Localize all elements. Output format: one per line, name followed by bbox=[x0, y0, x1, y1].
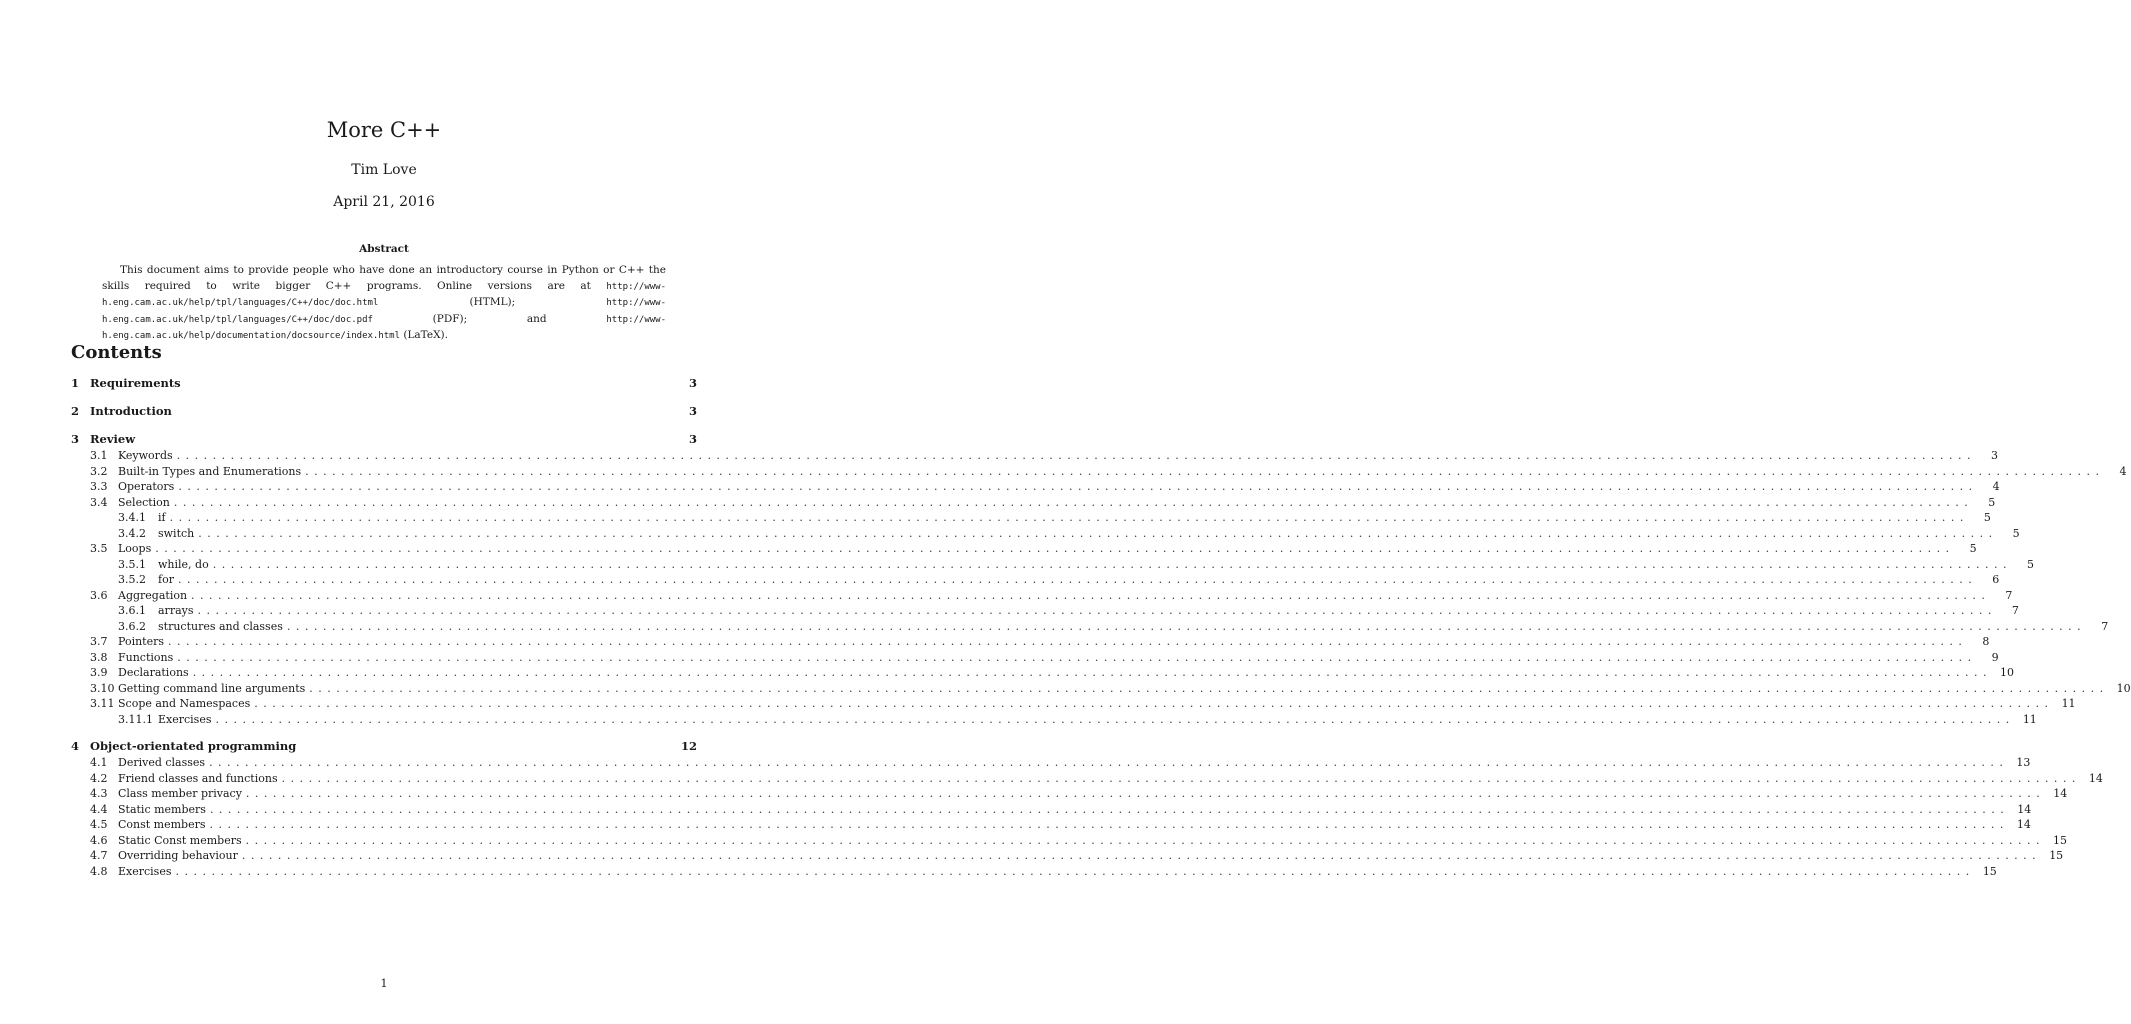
toc-entry-number: 3.6.2 bbox=[118, 619, 146, 633]
toc-entry-title: Loops bbox=[118, 542, 152, 555]
toc-section[interactable] bbox=[71, 404, 697, 419]
toc-section[interactable] bbox=[71, 432, 697, 447]
toc-entry-number: 4.8 bbox=[90, 864, 108, 878]
toc-entry-title: Getting command line arguments bbox=[118, 681, 306, 695]
toc-entry-number: 3.5 bbox=[90, 542, 108, 555]
toc-entry[interactable] bbox=[71, 864, 1997, 879]
toc-entry-page: 14 bbox=[2016, 818, 2031, 831]
toc-entry-title: Static Const members bbox=[118, 833, 242, 847]
toc-entry-title: Introduction bbox=[90, 404, 172, 418]
toc-dot-leader: ........................................................................................................................................................................................................ bbox=[254, 697, 2054, 710]
toc-entry-title: Selection bbox=[118, 495, 170, 509]
page-number: 1 bbox=[380, 977, 388, 990]
toc-dot-leader: ........................................................................................................................................................................................................ bbox=[286, 619, 2087, 633]
toc-entry-title: Review bbox=[90, 432, 136, 446]
toc-entry-page: 4 bbox=[1992, 480, 2000, 493]
toc-entry-title: Built-in Types and Enumerations bbox=[118, 464, 302, 478]
toc-dot-leader: ........................................................................................................................................................................................................ bbox=[173, 495, 1974, 509]
toc-entry-page: 5 bbox=[2012, 526, 2020, 540]
toc-dot-leader: ........................................................................................................................................................................................................ bbox=[178, 480, 1978, 493]
toc-dot-leader: ........................................................................................................................................................................................................ bbox=[169, 511, 1969, 524]
toc-entry-page: 5 bbox=[1988, 495, 1996, 509]
toc-entry-number: 3.3 bbox=[90, 480, 108, 493]
toc-dot-leader: ........................................................................................................................................................................................................ bbox=[168, 635, 1968, 648]
toc-entry-page: 14 bbox=[2088, 771, 2103, 785]
toc-entry-title: Overriding behaviour bbox=[118, 849, 238, 862]
toc-entry-number: 2 bbox=[71, 404, 80, 418]
document-title: More C++ bbox=[326, 118, 442, 142]
toc-entry-page: 3 bbox=[688, 404, 697, 418]
toc-entry[interactable] bbox=[71, 681, 2131, 696]
toc-entry[interactable] bbox=[71, 650, 1999, 665]
toc-entry[interactable] bbox=[71, 619, 2109, 634]
toc-dot-leader: ........................................................................................................................................................................................................ bbox=[281, 771, 2081, 785]
url-html-link[interactable]: http://www-h.eng.cam.ac.uk/help/tpl/languages/C++/doc/doc.html bbox=[102, 281, 666, 308]
toc-dot-leader: ........................................................................................................................................................................................................ bbox=[177, 573, 1978, 586]
toc-entry-title: Scope and Namespaces bbox=[118, 697, 251, 710]
toc-entry-number: 4.5 bbox=[90, 818, 108, 831]
toc-entry-page: 14 bbox=[2017, 802, 2032, 816]
toc-entry-page: 6 bbox=[1992, 573, 2000, 586]
toc-entry-page: 15 bbox=[2052, 833, 2067, 847]
abstract-text: (LaTeX). bbox=[400, 329, 448, 341]
toc-entry-title: Declarations bbox=[118, 666, 189, 679]
toc-entry[interactable] bbox=[71, 526, 2020, 541]
toc-entry[interactable] bbox=[71, 848, 2064, 863]
toc-entry-title: structures and classes bbox=[158, 619, 283, 633]
toc-dot-leader: ........................................................................................................................................................................................................ bbox=[175, 864, 1975, 878]
toc-dot-leader: ........................................................................................................................................................................................................ bbox=[245, 787, 2046, 800]
toc-entry-page: 8 bbox=[1982, 635, 1990, 648]
toc-entry-title: Pointers bbox=[118, 635, 165, 648]
toc-dot-leader: ........................................................................................................................................................................................................ bbox=[155, 542, 1955, 555]
toc-entry[interactable] bbox=[71, 817, 2031, 832]
toc-entry-number: 3.10 bbox=[90, 681, 115, 695]
toc-dot-leader: ........................................................................................................................................................................................................ bbox=[176, 449, 1976, 462]
toc-entry-title: Derived classes bbox=[118, 756, 206, 769]
document-author: Tim Love bbox=[351, 162, 417, 178]
toc-entry-page: 12 bbox=[680, 739, 697, 753]
toc-entry-number: 3.6.1 bbox=[118, 604, 146, 617]
toc-entry-number: 3.11 bbox=[90, 697, 115, 710]
toc-entry-title: Functions bbox=[118, 650, 174, 664]
toc-entry-page: 3 bbox=[688, 376, 697, 390]
toc-entry[interactable] bbox=[71, 557, 2035, 572]
url-latex-link[interactable]: http://www-h.eng.cam.ac.uk/help/documentation/docsource/index.html bbox=[102, 314, 666, 341]
toc-entry-title: while, do bbox=[158, 557, 209, 571]
toc-entry[interactable] bbox=[71, 495, 1996, 510]
abstract-text: This document aims to provide people who have done an introductory course in Python or C++ the skills required to write bigger C++ programs. Online versions are at bbox=[102, 264, 666, 292]
toc-entry-page: 3 bbox=[688, 432, 697, 446]
toc-dot-leader: ........................................................................................................................................................................................................ bbox=[215, 712, 2015, 726]
toc-entry-number: 3.4.2 bbox=[118, 526, 146, 540]
toc-entry-title: Exercises bbox=[158, 712, 212, 726]
toc-entry[interactable] bbox=[71, 833, 2067, 848]
toc-dot-leader: ........................................................................................................................................................................................................ bbox=[198, 526, 1998, 540]
toc-entry-page: 10 bbox=[2116, 681, 2131, 695]
toc-entry[interactable] bbox=[71, 665, 2015, 680]
toc-entry-title: Exercises bbox=[118, 864, 172, 878]
toc-entry-page: 7 bbox=[2011, 604, 2019, 617]
toc-entry[interactable] bbox=[71, 479, 2000, 494]
abstract-heading: Abstract bbox=[359, 243, 409, 255]
toc-entry[interactable] bbox=[71, 588, 2013, 603]
toc-entry-title: Object-orientated programming bbox=[90, 739, 297, 753]
toc-entry-number: 3.5.1 bbox=[118, 557, 146, 571]
toc-dot-leader: ........................................................................................................................................................................................................ bbox=[212, 557, 2013, 571]
toc-entry-title: switch bbox=[158, 526, 195, 540]
toc-dot-leader: ........................................................................................................................................................................................................ bbox=[191, 588, 1991, 602]
toc-dot-leader: ........................................................................................................................................................................................................ bbox=[209, 756, 2009, 769]
toc-entry-page: 15 bbox=[2049, 849, 2064, 862]
toc-dot-leader: ........................................................................................................................................................................................................ bbox=[209, 818, 2009, 831]
toc-entry-title: Keywords bbox=[118, 449, 173, 462]
toc-entry-title: Friend classes and functions bbox=[118, 771, 278, 785]
toc-entry[interactable] bbox=[71, 572, 2000, 587]
toc-entry-page: 5 bbox=[2027, 557, 2035, 571]
abstract-text: (HTML); bbox=[378, 296, 607, 308]
toc-entry[interactable] bbox=[71, 510, 1991, 525]
toc-entry-title: if bbox=[158, 511, 166, 524]
toc-entry-title: arrays bbox=[158, 604, 194, 617]
toc-entry[interactable] bbox=[71, 802, 2032, 817]
toc-entry-number: 4 bbox=[71, 739, 80, 753]
toc-entry-title: Operators bbox=[118, 480, 175, 493]
toc-entry-number: 3.5.2 bbox=[118, 573, 146, 586]
toc-entry-title: Class member privacy bbox=[118, 787, 242, 800]
toc-entry-page: 11 bbox=[2022, 712, 2037, 726]
toc-entry[interactable] bbox=[71, 448, 1998, 463]
toc-entry-page: 7 bbox=[2101, 619, 2109, 633]
toc-entry-number: 3.9 bbox=[90, 666, 108, 679]
toc-entry-number: 3.11.1 bbox=[118, 712, 153, 726]
toc-section[interactable] bbox=[71, 739, 697, 754]
toc-entry-page: 10 bbox=[2000, 666, 2015, 679]
toc-entry-number: 3.1 bbox=[90, 449, 108, 462]
toc-entry[interactable] bbox=[71, 696, 2076, 711]
toc-entry-page: 15 bbox=[1982, 864, 1997, 878]
toc-entry-page: 4 bbox=[2119, 464, 2127, 478]
toc-entry-number: 3.4 bbox=[90, 495, 108, 509]
toc-dot-leader: ........................................................................................................................................................................................................ bbox=[177, 650, 1977, 664]
toc-dot-leader: ........................................................................................................................................................................................................ bbox=[209, 802, 2010, 816]
abstract-text: (PDF); and bbox=[372, 312, 607, 325]
toc-entry[interactable] bbox=[71, 712, 2037, 727]
abstract-body bbox=[102, 263, 666, 345]
toc-entry-title: Static members bbox=[118, 802, 206, 816]
document-date: April 21, 2016 bbox=[333, 194, 435, 210]
toc-entry-title: Const members bbox=[118, 818, 206, 831]
toc-entry[interactable] bbox=[71, 771, 2103, 786]
toc-entry-page: 9 bbox=[1991, 650, 1999, 664]
toc-entry-number: 4.4 bbox=[90, 802, 108, 816]
toc-entry[interactable] bbox=[71, 603, 2019, 618]
toc-entry[interactable] bbox=[71, 755, 2031, 770]
toc-entry[interactable] bbox=[71, 464, 2127, 479]
toc-entry-number: 3.4.1 bbox=[118, 511, 146, 524]
toc-entry-number: 4.1 bbox=[90, 756, 108, 769]
toc-dot-leader: ........................................................................................................................................................................................................ bbox=[305, 464, 2105, 478]
toc-dot-leader: ........................................................................................................................................................................................................ bbox=[192, 666, 1993, 679]
toc-entry-number: 4.2 bbox=[90, 771, 108, 785]
toc-dot-leader: ........................................................................................................................................................................................................ bbox=[241, 849, 2042, 862]
toc-dot-leader: ........................................................................................................................................................................................................ bbox=[309, 681, 2109, 695]
toc-entry[interactable] bbox=[71, 541, 1977, 556]
toc-entry-page: 13 bbox=[2016, 756, 2031, 769]
toc-entry-title: Aggregation bbox=[118, 588, 188, 602]
toc-entry-number: 3.8 bbox=[90, 650, 108, 664]
toc-dot-leader: ........................................................................................................................................................................................................ bbox=[245, 833, 2045, 847]
toc-entry-title: for bbox=[158, 573, 174, 586]
toc-entry-number: 4.3 bbox=[90, 787, 108, 800]
toc-entry-number: 3.2 bbox=[90, 464, 108, 478]
toc-entry-number: 3.6 bbox=[90, 588, 108, 602]
toc-entry-page: 7 bbox=[2005, 588, 2013, 602]
toc-entry-page: 5 bbox=[1983, 511, 1991, 524]
toc-entry-page: 3 bbox=[1990, 449, 1998, 462]
toc-entry-number: 3 bbox=[71, 432, 80, 446]
toc-section[interactable] bbox=[71, 376, 697, 391]
toc-entry-page: 14 bbox=[2053, 787, 2068, 800]
toc-entry[interactable] bbox=[71, 786, 2068, 801]
contents-heading: Contents bbox=[71, 342, 162, 363]
url-pdf-link[interactable]: http://www-h.eng.cam.ac.uk/help/tpl/languages/C++/doc/doc.pdf bbox=[102, 298, 666, 325]
toc-entry-page: 5 bbox=[1969, 542, 1977, 555]
toc-entry-page: 11 bbox=[2061, 697, 2076, 710]
toc-entry-number: 3.7 bbox=[90, 635, 108, 648]
toc-entry-number: 1 bbox=[71, 376, 80, 390]
toc-entry-number: 4.7 bbox=[90, 849, 108, 862]
toc-dot-leader: ........................................................................................................................................................................................................ bbox=[197, 604, 1997, 617]
toc-entry-number: 4.6 bbox=[90, 833, 108, 847]
toc-entry-title: Requirements bbox=[90, 376, 181, 390]
toc-entry[interactable] bbox=[71, 634, 1990, 649]
